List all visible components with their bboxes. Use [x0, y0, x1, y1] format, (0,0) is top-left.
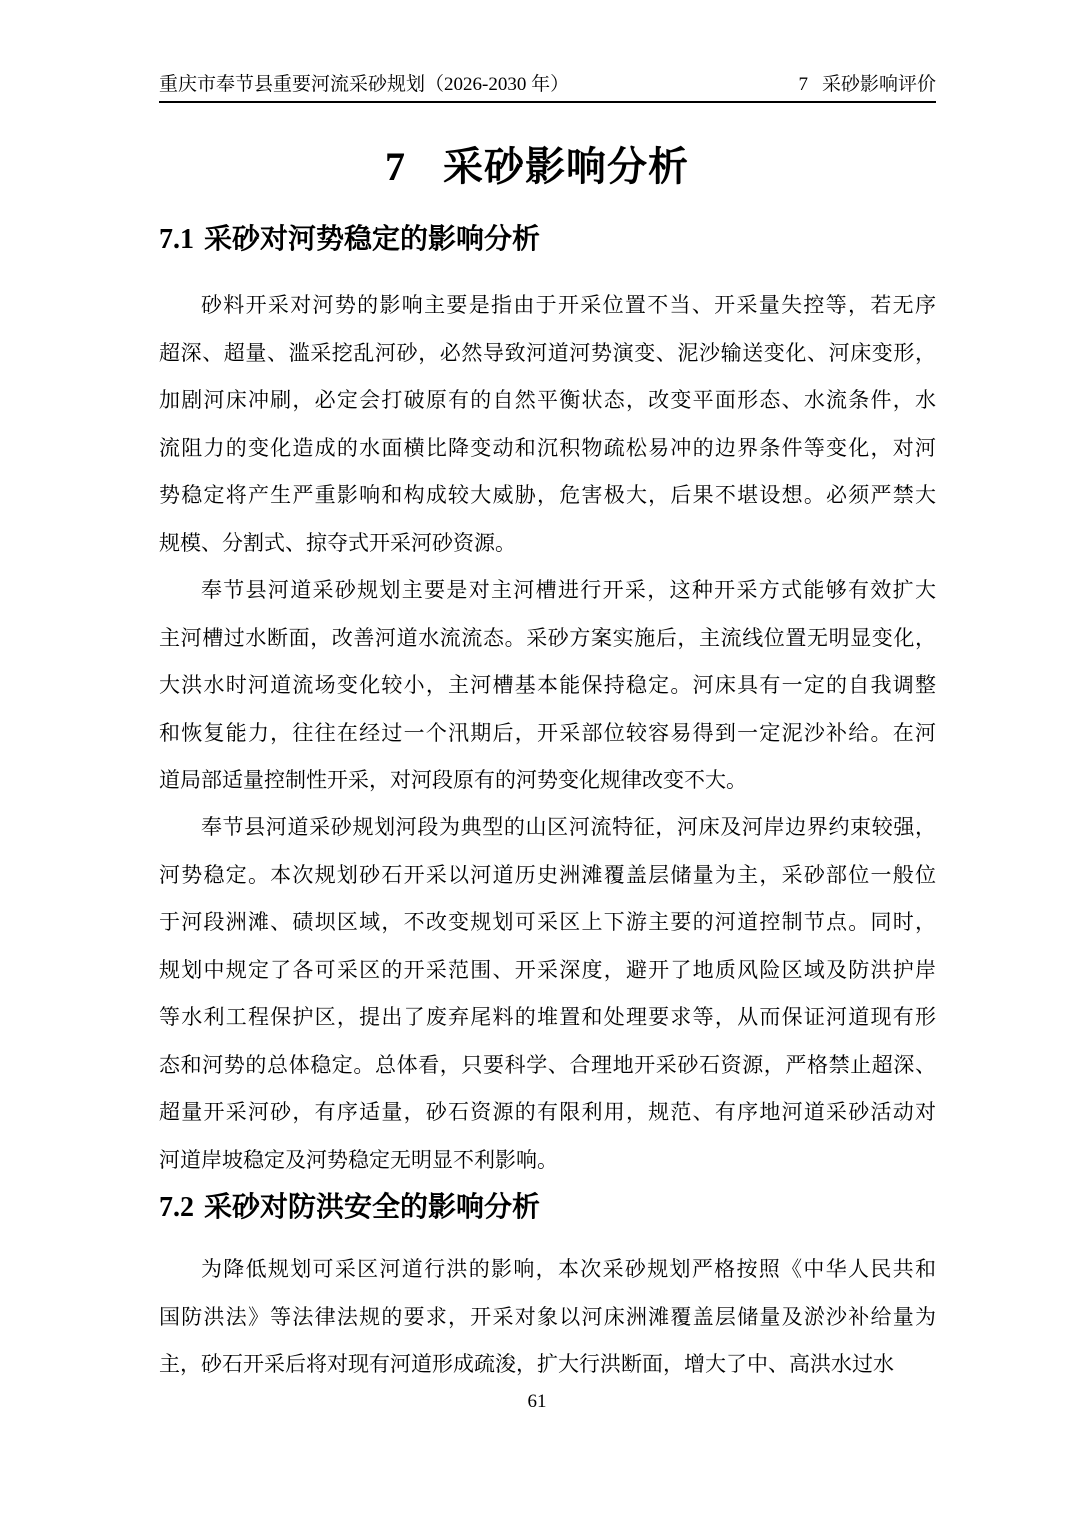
body-text-line: 流阻力的变化造成的水面横比降变动和沉积物疏松易冲的边界条件等变化，对河: [159, 435, 936, 460]
header-chapter-label: [798, 74, 936, 96]
body-text-line: 河势稳定。本次规划砂石开采以河道历史洲滩覆盖层储量为主，采砂部位一般位: [159, 862, 936, 887]
body-text-line: 砂料开采对河势的影响主要是指由于开采位置不当、开采量失控等，若无序: [201, 293, 936, 317]
section-title-text: 采砂对河势稳定的影响分析: [204, 223, 541, 254]
body-text-line: 态和河势的总体稳定。总体看，只要科学、合理地开采砂石资源，严格禁止超深、: [159, 1052, 936, 1077]
section-heading-7-1: [159, 221, 959, 258]
header-chapter-number: 7: [798, 74, 808, 95]
paragraph-3: [159, 804, 936, 1184]
section-number: 7.1: [159, 224, 194, 255]
body-text-line: 奉节县河道采砂规划主要是对主河槽进行开采，这种开采方式能够有效扩大: [201, 578, 936, 602]
body-text-line: 河道岸坡稳定及河势稳定无明显不利影响。: [159, 1147, 558, 1172]
body-text-line: 规划中规定了各可采区的开采范围、开采深度，避开了地质风险区域及防洪护岸: [159, 957, 936, 982]
body-text-line: 为降低规划可采区河道行洪的影响，本次采砂规划严格按照《中华人民共和: [201, 1257, 936, 1281]
body-text-line: 等水利工程保护区，提出了废弃尾料的堆置和处理要求等，从而保证河道现有形: [159, 1005, 936, 1029]
section-heading-7-2: [159, 1189, 959, 1226]
body-text-line: 规模、分割式、掠夺式开采河砂资源。: [159, 530, 516, 555]
body-text-line: 和恢复能力，往往在经过一个汛期后，开采部位较容易得到一定泥沙补给。在河: [159, 720, 936, 745]
paragraph-2: [159, 567, 936, 805]
body-text-line: 势稳定将产生严重影响和构成较大威胁，危害极大，后果不堪设想。必须严禁大: [159, 483, 936, 507]
body-text-line: 加剧河床冲刷，必定会打破原有的自然平衡状态，改变平面形态、水流条件，水: [159, 388, 936, 412]
paragraph-1: [159, 282, 936, 567]
body-text-line: 超深、超量、滥采挖乱河砂，必然导致河道河势演变、泥沙输送变化、河床变形，: [159, 340, 936, 365]
page-header: [159, 74, 936, 103]
body-text-line: 奉节县河道采砂规划河段为典型的山区河流特征，河床及河岸边界约束较强，: [201, 815, 936, 839]
paragraph-4: [159, 1246, 936, 1389]
body-text-line: 主，砂石开采后将对现有河道形成疏浚，扩大行洪断面，增大了中、高洪水过水: [159, 1352, 894, 1376]
body-text-line: 国防洪法》等法律法规的要求，开采对象以河床洲滩覆盖层储量及淤沙补给量为: [159, 1304, 936, 1329]
header-chapter-title: 采砂影响评价: [821, 74, 936, 95]
body-text-line: 超量开采河砂，有序适量，砂石资源的有限利用，规范、有序地河道采砂活动对: [159, 1100, 936, 1124]
chapter-title-text: 采砂影响分析: [443, 145, 689, 189]
section-number: 7.2: [159, 1192, 194, 1223]
body-text-line: 主河槽过水断面，改善河道水流流态。采砂方案实施后，主流线位置无明显变化，: [159, 625, 936, 650]
body-text-line: 道局部适量控制性开采，对河段原有的河势变化规律改变不大。: [159, 768, 747, 792]
chapter-title: [0, 142, 1074, 192]
page-footer: [0, 1390, 1074, 1414]
chapter-number: 7: [385, 144, 405, 189]
body-text-line: 于河段洲滩、碛坝区域，不改变规划可采区上下游主要的河道控制节点。同时，: [159, 910, 936, 934]
page-number: 61: [527, 1391, 547, 1412]
body-text-line: 大洪水时河道流场变化较小，主河槽基本能保持稳定。河床具有一定的自我调整: [159, 673, 936, 697]
header-document-title: 重庆市奉节县重要河流采砂规划（2026-2030 年）: [159, 74, 570, 95]
section-title-text: 采砂对防洪安全的影响分析: [204, 1191, 541, 1222]
